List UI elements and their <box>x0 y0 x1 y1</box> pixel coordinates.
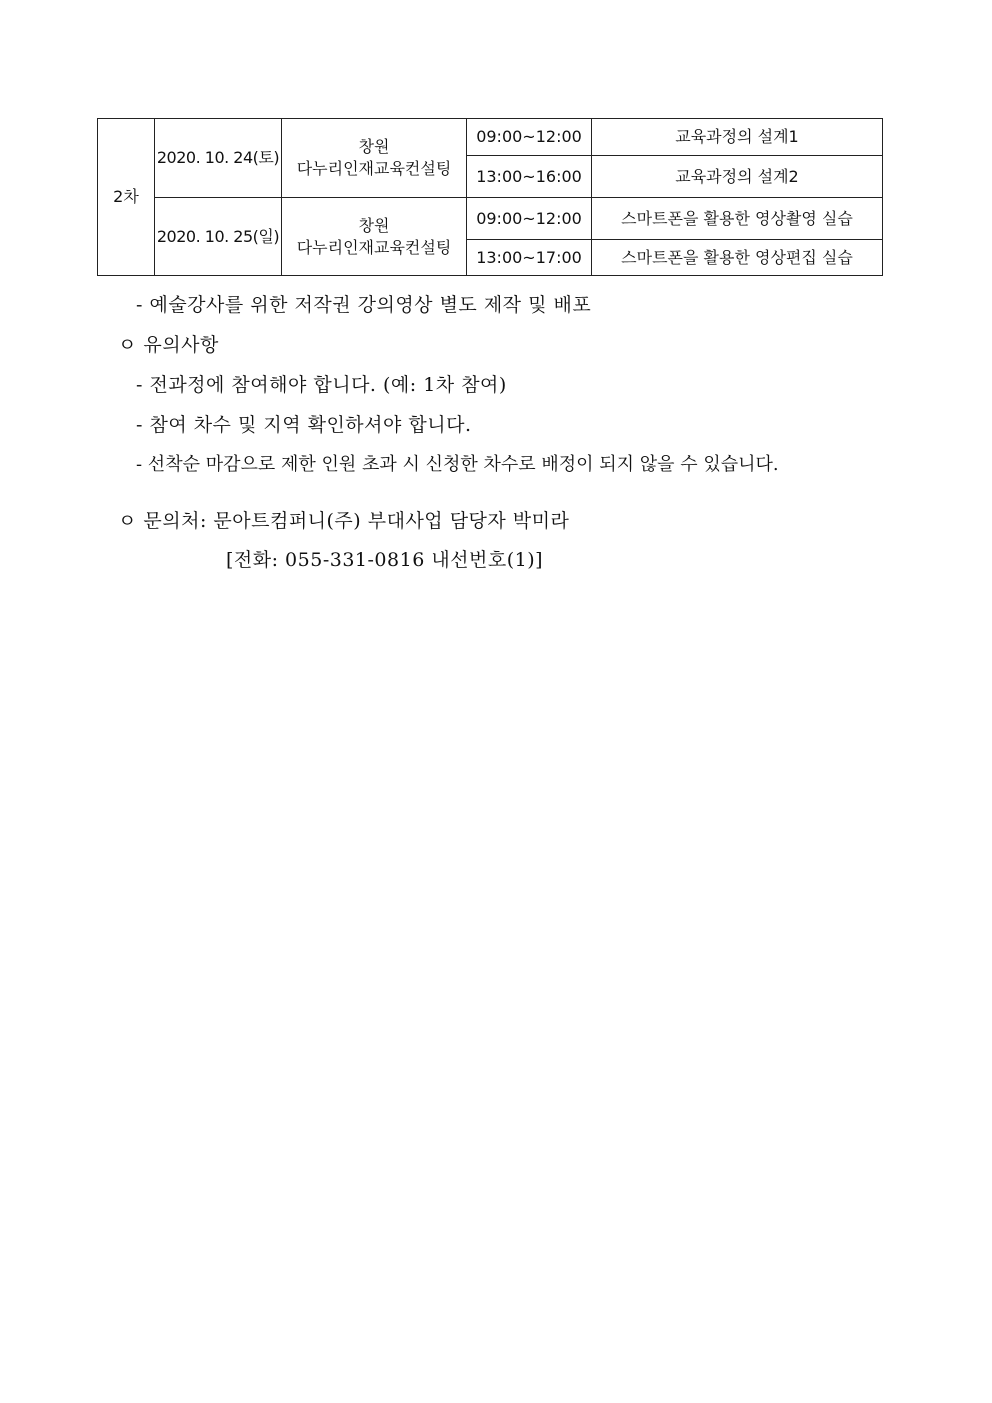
time-cell: 09:00~12:00 <box>467 119 592 156</box>
caution-item: - 선착순 마감으로 제한 인원 초과 시 신청한 차수로 배정이 되지 않을 수 있습니다. <box>136 454 779 475</box>
date-cell: 2020. 10. 25(일) <box>155 198 282 276</box>
place-venue: 다누리인재교육컨설팅 <box>296 159 452 178</box>
place-cell <box>282 119 467 198</box>
schedule-table <box>97 118 883 276</box>
contact-line: ㅇ 문의처: 문아트컴퍼니(주) 부대사업 담당자 박미라 <box>118 510 570 532</box>
time-cell: 13:00~16:00 <box>467 156 592 198</box>
topic-cell: 스마트폰을 활용한 영상촬영 실습 <box>592 198 883 240</box>
topic-cell: 교육과정의 설계1 <box>592 119 883 156</box>
time-cell: 13:00~17:00 <box>467 240 592 276</box>
place-city: 창원 <box>358 137 390 156</box>
round-cell: 2차 <box>98 119 155 276</box>
caution-item: - 전과정에 참여해야 합니다. (예: 1차 참여) <box>136 374 507 396</box>
place-venue: 다누리인재교육컨설팅 <box>296 237 452 257</box>
copyright-note: - 예술강사를 위한 저작권 강의영상 별도 제작 및 배포 <box>136 294 592 316</box>
contact-phone: [전화: 055-331-0816 내선번호(1)] <box>226 549 544 571</box>
table-row <box>98 198 883 240</box>
place-cell <box>282 198 467 276</box>
cautions-heading: ㅇ 유의사항 <box>118 334 219 356</box>
time-cell: 09:00~12:00 <box>467 198 592 240</box>
caution-item: - 참여 차수 및 지역 확인하셔야 합니다. <box>136 414 472 436</box>
date-cell: 2020. 10. 24(토) <box>155 119 282 198</box>
topic-cell: 교육과정의 설계2 <box>592 156 883 198</box>
table-row <box>98 119 883 156</box>
place-city: 창원 <box>358 215 390 235</box>
topic-cell: 스마트폰을 활용한 영상편집 실습 <box>592 240 883 276</box>
